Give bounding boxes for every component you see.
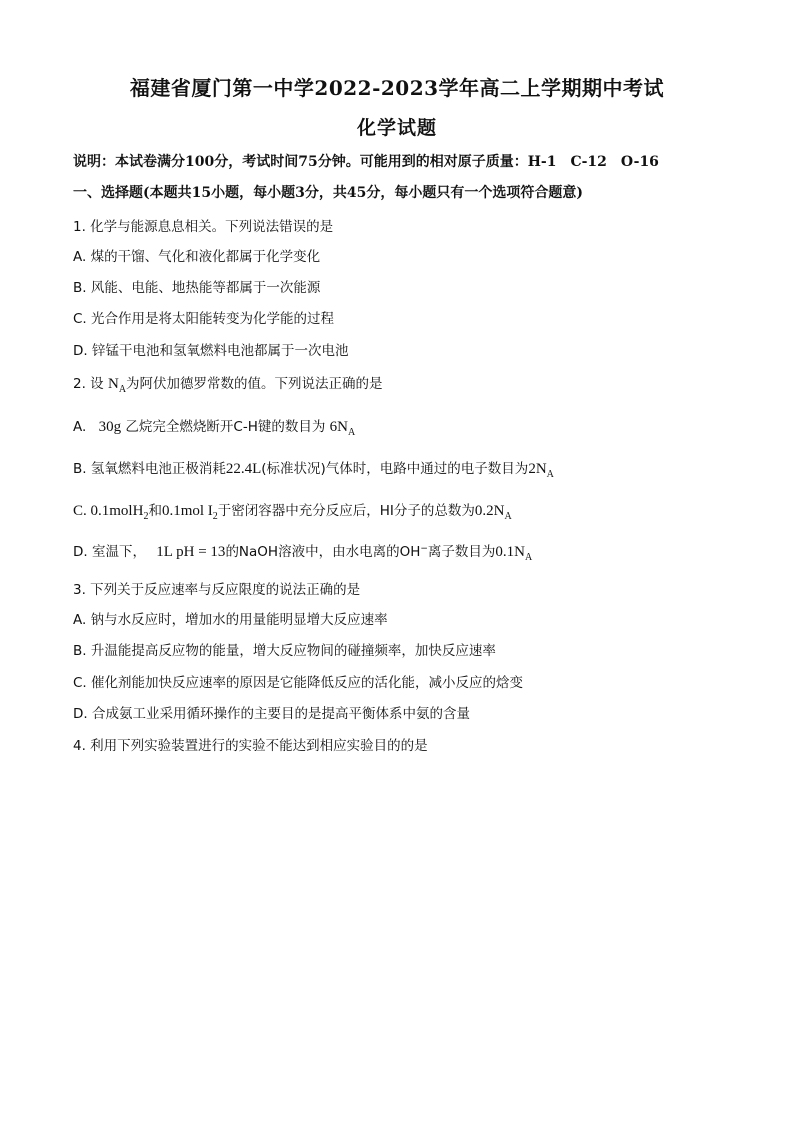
- q2-d-condition: 1L pH = 13: [156, 544, 226, 560]
- q2-c-i2-main: 0.1mol I: [161, 503, 213, 519]
- q2-c-h2-sub: 2: [143, 511, 149, 522]
- q2-stem-post: 为阿伏加德罗常数的值。下列说法正确的是: [126, 376, 383, 392]
- q2-stem: [73, 372, 383, 395]
- q2-a-value-sub: A: [347, 427, 356, 438]
- q2-stem-pre: 2. 设: [73, 376, 104, 392]
- q2-c-text: 于密闭容器中充分反应后，HI分子的总数为: [217, 503, 475, 519]
- q1-stem: 1. 化学与能源息息相关。下列说法错误的是: [73, 219, 334, 235]
- q2-b-value-main: 2N: [528, 461, 547, 477]
- q2-c-value: [474, 503, 512, 522]
- q2-c-value-main: 0.2N: [474, 503, 505, 519]
- q2-d-value: [495, 544, 533, 563]
- q2-b-text-1: B. 氢氧燃料电池正极消耗: [73, 461, 226, 477]
- q2-a-value-main: 6N: [329, 419, 348, 435]
- q2-na-symbol: [107, 376, 127, 395]
- q3-stem: 3. 下列关于反应速率与反应限度的说法正确的是: [73, 582, 361, 598]
- section-heading: 一、选择题(本题共15小题，每小题3分，共45分，每小题只有一个选项符合题意): [73, 185, 583, 201]
- q4-stem: 4. 利用下列实验装置进行的实验不能达到相应实验目的的是: [73, 738, 428, 754]
- q2-option-c: [73, 499, 512, 522]
- q2-c-h2: [73, 503, 149, 522]
- q2-d-text-1: D. 室温下，: [73, 544, 146, 560]
- q2-b-text-2: (标准状况)气体时，电路中通过的电子数目为: [261, 461, 529, 477]
- q2-c-i2: [161, 503, 218, 522]
- q2-d-value-main: 0.1N: [495, 544, 526, 560]
- q2-na-letter: N: [107, 376, 119, 392]
- exam-title: 福建省厦门第一中学2022-2023学年高二上学期期中考试: [129, 76, 665, 100]
- instructions: 说明：本试卷满分100分，考试时间75分钟。可能用到的相对原子质量：H-1 C-12 O-16: [73, 154, 659, 170]
- q2-na-subscript: A: [118, 384, 127, 395]
- q2-c-i2-sub: 2: [212, 511, 218, 522]
- q3-option-c: C. 催化剂能加快反应速率的原因是它能降低反应的活化能，减小反应的焓变: [73, 675, 524, 691]
- q3-option-d: D. 合成氨工业采用循环操作的主要目的是提高平衡体系中氨的含量: [73, 706, 470, 722]
- q2-b-value: [528, 461, 554, 480]
- q2-c-and: 和: [148, 503, 162, 519]
- q2-a-value: [329, 419, 356, 438]
- q2-a-label: A.: [73, 419, 87, 435]
- q2-option-d: [73, 540, 532, 563]
- q1-option-a: A. 煤的干馏、气化和液化都属于化学变化: [73, 249, 321, 265]
- q2-option-a: [73, 415, 355, 438]
- q2-a-mass: 30g: [98, 419, 122, 435]
- q2-c-value-sub: A: [504, 511, 512, 522]
- q2-d-text-2: 的NaOH溶液中，由水电离的OH: [225, 544, 421, 560]
- q2-b-value-sub: A: [546, 469, 554, 480]
- q1-option-d: D. 锌锰干电池和氢氧燃料电池都属于一次电池: [73, 343, 349, 359]
- exam-subtitle: 化学试题: [356, 117, 437, 139]
- q2-d-text-3: 离子数目为: [427, 544, 496, 560]
- q2-b-volume: 22.4L: [225, 461, 262, 477]
- q2-option-b: [73, 457, 554, 480]
- q3-option-b: B. 升温能提高反应物的能量，增大反应物间的碰撞频率，加快反应速率: [73, 643, 496, 659]
- q3-option-a: A. 钠与水反应时，增加水的用量能明显增大反应速率: [73, 612, 388, 628]
- q1-option-b: B. 风能、电能、地热能等都属于一次能源: [73, 280, 321, 296]
- q2-c-h2-main: C. 0.1molH: [73, 503, 144, 519]
- q2-d-value-sub: A: [525, 552, 533, 563]
- q2-d-superscript: −: [420, 544, 428, 554]
- q2-a-text: 乙烷完全燃烧断开C-H键的数目为: [125, 419, 326, 435]
- q1-option-c: C. 光合作用是将太阳能转变为化学能的过程: [73, 311, 335, 327]
